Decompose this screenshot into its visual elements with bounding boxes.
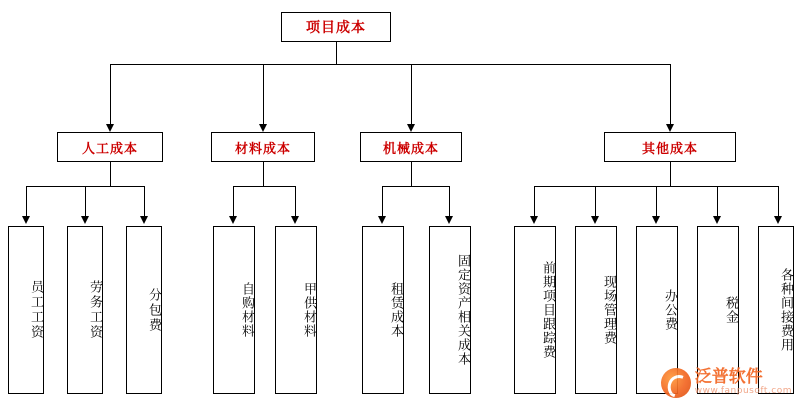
- connector-root-drop-1: [110, 64, 111, 126]
- node-lease-cost-label: 租赁成本: [388, 282, 403, 338]
- node-root-label: 项目成本: [306, 20, 366, 36]
- arrow-root-to-material: [259, 124, 267, 132]
- watermark-brand: 泛普软件: [694, 367, 763, 388]
- arrow-machine-to-fixed-asset: [445, 216, 453, 224]
- watermark-domain: www.fanpusoft.com: [694, 386, 792, 397]
- fanpu-logo-icon: [661, 368, 691, 398]
- connector-material-stem: [263, 162, 264, 186]
- node-owner-supplied-material: [275, 226, 317, 394]
- node-lease-cost: [362, 226, 404, 394]
- connector-material-drop-2: [295, 186, 296, 218]
- arrow-other-to-indirect: [774, 216, 782, 224]
- node-other-cost: [604, 132, 736, 162]
- connector-other-drop-5: [778, 186, 779, 218]
- arrow-machine-to-lease: [378, 216, 386, 224]
- node-service-wage-label: 劳务工资: [87, 280, 102, 340]
- connector-machine-drop-2: [449, 186, 450, 218]
- node-labor-cost-label: 人工成本: [81, 141, 138, 157]
- connector-other-drop-2: [595, 186, 596, 218]
- node-labor-cost: [57, 132, 163, 162]
- node-root: [281, 12, 391, 42]
- arrow-root-to-labor: [106, 124, 114, 132]
- arrow-root-to-other: [666, 124, 674, 132]
- connector-labor-drop-2: [85, 186, 86, 218]
- arrow-other-to-pre-tracking: [530, 216, 538, 224]
- node-fixed-asset-cost: [429, 226, 471, 394]
- connector-other-drop-1: [534, 186, 535, 218]
- node-subcontract-fee: [126, 226, 162, 394]
- connector-other-drop-3: [656, 186, 657, 218]
- node-tax-label: 税金: [723, 296, 738, 324]
- node-self-purchased-material: [213, 226, 255, 394]
- arrow-other-to-tax: [713, 216, 721, 224]
- connector-labor-stem: [110, 162, 111, 186]
- node-indirect-fees-label: 各种间接费用: [778, 268, 793, 352]
- node-site-management-fee: [575, 226, 617, 394]
- node-material-cost-label: 材料成本: [234, 141, 291, 157]
- connector-other-stem: [670, 162, 671, 186]
- node-service-wage: [67, 226, 103, 394]
- connector-other-drop-4: [717, 186, 718, 218]
- arrow-labor-to-staff-wage: [22, 216, 30, 224]
- arrow-labor-to-service-wage: [81, 216, 89, 224]
- node-staff-wage-label: 员工工资: [28, 280, 43, 340]
- connector-material-bus: [233, 186, 295, 187]
- node-machine-cost-label: 机械成本: [382, 141, 439, 157]
- connector-labor-drop-1: [26, 186, 27, 218]
- node-self-purchased-material-label: 自购材料: [239, 282, 254, 338]
- connector-root-drop-2: [263, 64, 264, 126]
- connector-machine-drop-1: [382, 186, 383, 218]
- connector-labor-drop-3: [144, 186, 145, 218]
- arrow-material-to-owner-supplied: [291, 216, 299, 224]
- connector-root-stem: [336, 42, 337, 64]
- arrow-labor-to-subcontract: [140, 216, 148, 224]
- node-owner-supplied-material-label: 甲供材料: [301, 282, 316, 338]
- connector-material-drop-1: [233, 186, 234, 218]
- arrow-material-to-self-purchase: [229, 216, 237, 224]
- node-office-fee-label: 办公费: [662, 289, 677, 331]
- node-fixed-asset-cost-label: 固定资产相关成本: [455, 254, 470, 366]
- node-material-cost: [211, 132, 315, 162]
- node-other-cost-label: 其他成本: [641, 141, 698, 157]
- connector-root-drop-3: [411, 64, 412, 126]
- connector-machine-stem: [411, 162, 412, 186]
- connector-root-drop-4: [670, 64, 671, 126]
- node-staff-wage: [8, 226, 44, 394]
- node-subcontract-fee-label: 分包费: [146, 287, 161, 333]
- arrow-other-to-site-management: [591, 216, 599, 224]
- node-pre-project-tracking-fee-label: 前期项目跟踪费: [540, 261, 555, 359]
- node-machine-cost: [360, 132, 462, 162]
- watermark: [661, 368, 792, 398]
- node-pre-project-tracking-fee: [514, 226, 556, 394]
- node-site-management-fee-label: 现场管理费: [601, 275, 616, 345]
- connector-machine-bus: [382, 186, 449, 187]
- arrow-root-to-machine: [407, 124, 415, 132]
- arrow-other-to-office: [652, 216, 660, 224]
- connector-root-bus: [110, 64, 670, 65]
